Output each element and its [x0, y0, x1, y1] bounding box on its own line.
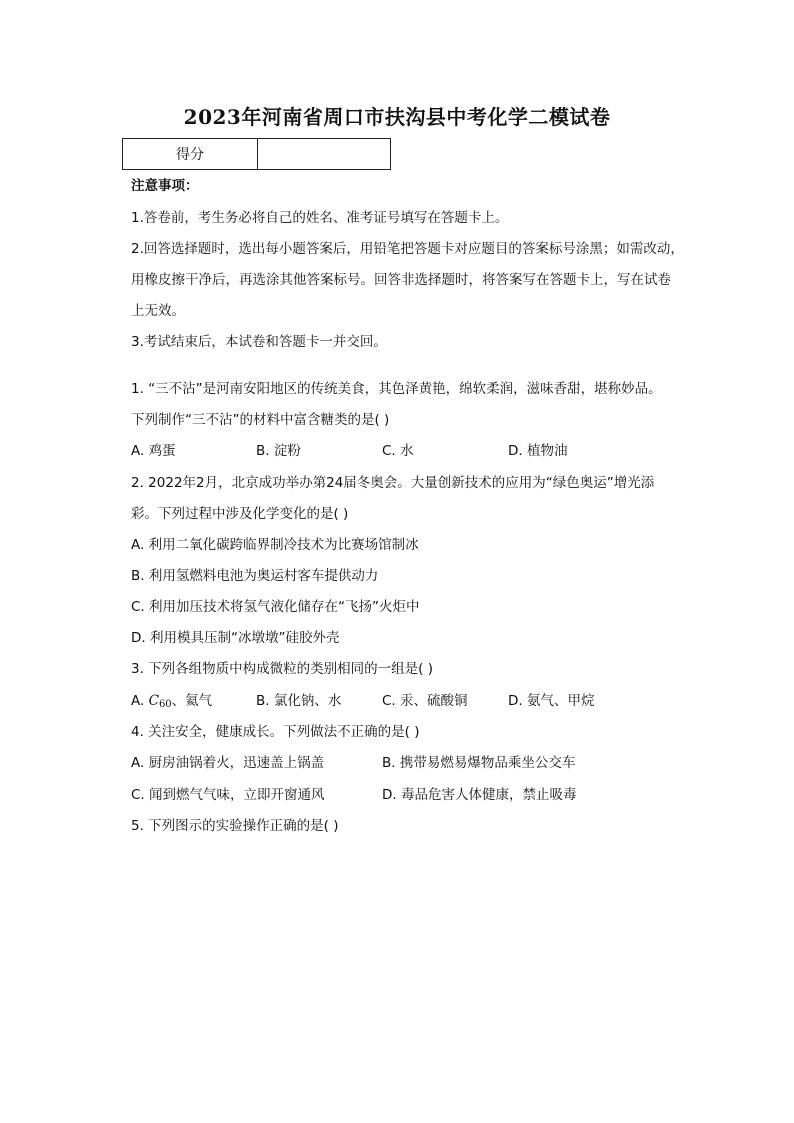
question-5-stem: 5. 下列图示的实验操作正确的是( ) [131, 818, 339, 834]
option-prefix: A. [131, 693, 149, 709]
formula-c60 [149, 693, 172, 709]
question-1-stem: 下列制作“三不沾”的材料中富含糖类的是( ) [131, 412, 390, 428]
score-label: 得分 [123, 139, 258, 170]
formula-main: C [148, 693, 159, 709]
question-1-option-a[interactable]: A. 鸡蛋 [131, 443, 176, 459]
question-2-option-d[interactable]: D. 利用模具压制“冰墩墩”硅胶外壳 [131, 630, 340, 646]
question-1-stem: 1. “三不沾”是河南安阳地区的传统美食，其色泽黄艳，绵软柔润，滋味香甜，堪称妙品。 [131, 381, 662, 397]
question-3-option-d[interactable]: D. 氨气、甲烷 [508, 693, 595, 709]
note-line: 3.考试结束后，本试卷和答题卡一并交回。 [131, 334, 387, 350]
notes-header: 注意事项： [131, 178, 199, 194]
question-3-stem: 3. 下列各组物质中构成微粒的类别相同的一组是( ) [131, 661, 433, 677]
question-2-option-a[interactable]: A. 利用二氧化碳跨临界制冷技术为比赛场馆制冰 [131, 537, 419, 553]
question-4-option-c[interactable]: C. 闻到燃气气味，立即开窗通风 [131, 787, 325, 803]
exam-title: 2023年河南省周口市扶沟县中考化学二模试卷 [183, 105, 611, 129]
question-3-option-b[interactable]: B. 氯化钠、水 [256, 693, 342, 709]
question-1-option-d[interactable]: D. 植物油 [508, 443, 568, 459]
question-4-option-d[interactable]: D. 毒品危害人体健康，禁止吸毒 [382, 787, 577, 803]
option-rest: 、氦气 [171, 693, 213, 709]
question-4-option-b[interactable]: B. 携带易燃易爆物品乘坐公交车 [382, 755, 576, 771]
question-3-option-c[interactable]: C. 汞、硫酸铜 [382, 693, 468, 709]
question-2-stem: 彩。下列过程中涉及化学变化的是( ) [131, 506, 349, 522]
question-1-option-c[interactable]: C. 水 [382, 443, 414, 459]
note-line: 1.答卷前，考生务必将自己的姓名、准考证号填写在答题卡上。 [131, 210, 509, 226]
score-table [122, 138, 391, 170]
question-4-option-a[interactable]: A. 厨房油锅着火，迅速盖上锅盖 [131, 755, 325, 771]
question-2-stem: 2. 2022年2月，北京成功举办第24届冬奥会。大量创新技术的应用为“绿色奥运”增光添 [131, 475, 655, 491]
question-2-option-c[interactable]: C. 利用加压技术将氢气液化储存在“飞扬”火炬中 [131, 599, 420, 615]
note-line: 用橡皮擦干净后，再选涂其他答案标号。回答非选择题时，将答案写在答题卡上，写在试卷 [131, 272, 671, 288]
question-1-option-b[interactable]: B. 淀粉 [256, 443, 301, 459]
question-4-stem: 4. 关注安全，健康成长。下列做法不正确的是( ) [131, 724, 420, 740]
question-2-option-b[interactable]: B. 利用氢燃料电池为奥运村客车提供动力 [131, 568, 379, 584]
formula-subscript: 60 [158, 699, 172, 710]
question-3-option-a[interactable] [131, 691, 212, 715]
score-blank-cell[interactable] [258, 139, 391, 170]
note-line: 2.回答选择题时，选出每小题答案后，用铅笔把答题卡对应题目的答案标号涂黑；如需改动， [131, 241, 684, 257]
note-line: 上无效。 [131, 303, 185, 319]
